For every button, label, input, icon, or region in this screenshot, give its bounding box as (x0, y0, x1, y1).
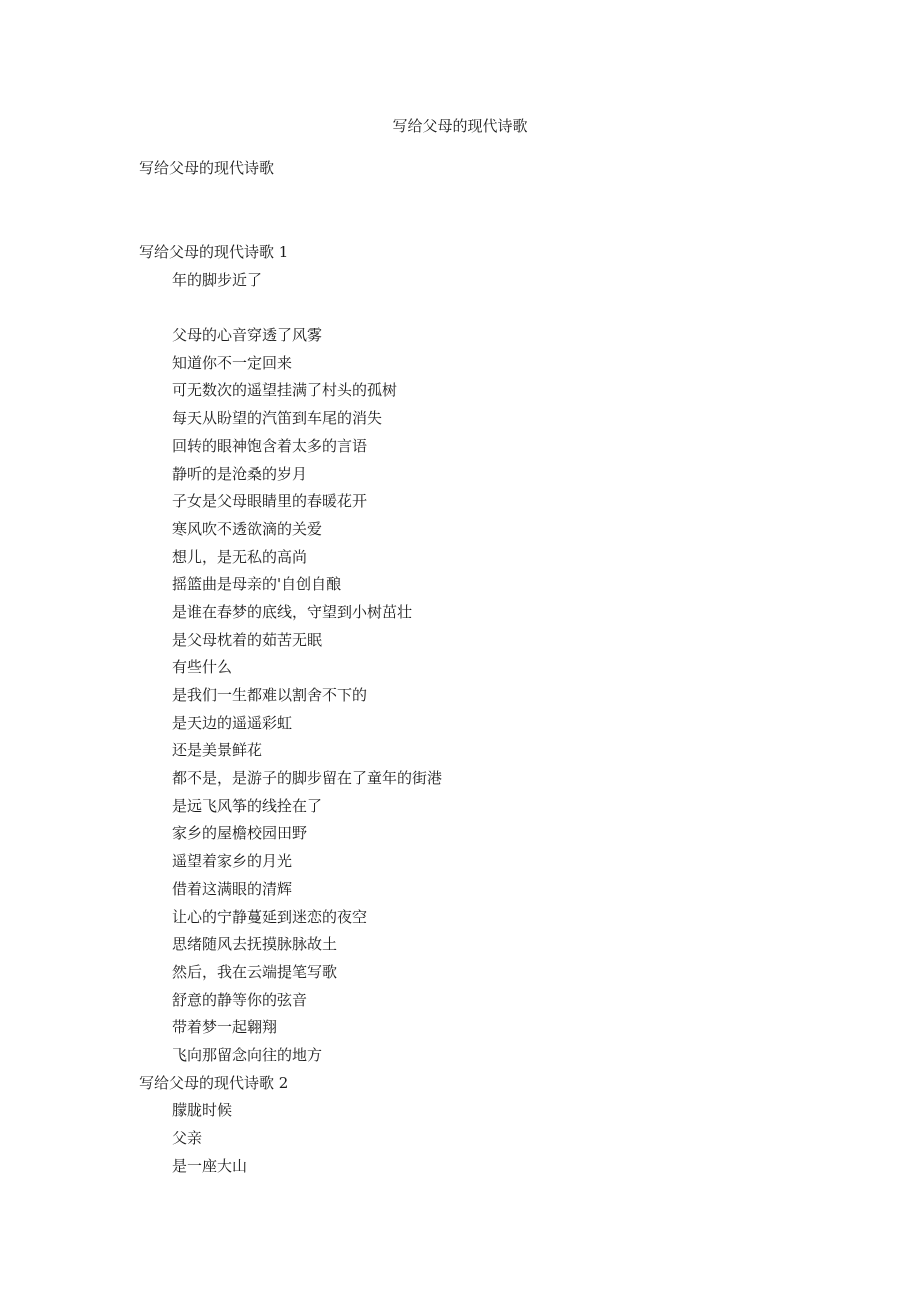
poem-line: 遥望着家乡的月光 (172, 852, 293, 871)
poem-line: 有些什么 (172, 658, 233, 677)
poem-line: 想儿，是无私的高尚 (172, 547, 308, 566)
poem-line: 家乡的屋檐校园田野 (172, 824, 308, 843)
poem-line: 是谁在春梦的底线，守望到小树茁壮 (172, 602, 413, 621)
poem-line: 是我们一生都难以割舍不下的 (172, 686, 368, 704)
poem-line: 父亲 (172, 1129, 203, 1147)
poem-1-heading: 写给父母的现代诗歌 1 (139, 243, 289, 261)
poem-1-intro-line: 年的脚步近了 (172, 270, 263, 289)
poem-line: 借着这满眼的清辉 (172, 879, 293, 898)
poem-line: 知道你不一定回来 (172, 353, 293, 372)
poem-line: 可无数次的遥望挂满了村头的孤树 (172, 381, 398, 400)
poem-line: 父母的心音穿透了风雾 (172, 326, 323, 345)
poem-line: 还是美景鲜花 (172, 741, 263, 760)
poem-line: 寒风吹不透欲滴的关爱 (172, 519, 323, 538)
poem-line: 带着梦一起翱翔 (172, 1018, 278, 1037)
poem-line: 回转的眼神饱含着太多的言语 (172, 436, 368, 455)
poem-line: 让心的宁静蔓延到迷恋的夜空 (172, 907, 368, 926)
poem-line: 是一座大山 (172, 1156, 248, 1175)
poem-line: 每天从盼望的汽笛到车尾的消失 (172, 409, 383, 428)
poem-line: 都不是，是游子的脚步留在了童年的街港 (172, 769, 443, 788)
document-title: 写给父母的现代诗歌 (392, 117, 528, 135)
poem-line: 是父母枕着的茹苦无眠 (172, 630, 323, 649)
poem-line: 摇篮曲是母亲的'自创自酿 (172, 575, 342, 594)
poem-line: 静听的是沧桑的岁月 (172, 464, 308, 483)
poem-line: 然后，我在云端提笔写歌 (172, 962, 338, 981)
poem-line: 舒意的静等你的弦音 (172, 990, 308, 1009)
poem-line: 朦胧时候 (172, 1101, 233, 1120)
poem-line: 子女是父母眼睛里的春暖花开 (172, 492, 368, 511)
poem-1-lines (139, 322, 839, 1070)
document-body (139, 239, 839, 1180)
poem-line: 思绪随风去抚摸脉脉故土 (172, 935, 338, 954)
poem-line: 是天边的遥遥彩虹 (172, 713, 293, 732)
poem-2-lines (139, 1097, 839, 1180)
poem-2-heading: 写给父母的现代诗歌 2 (139, 1073, 289, 1092)
poem-line: 飞向那留念向往的地方 (172, 1045, 323, 1064)
stanza-break (139, 294, 839, 322)
document-subtitle: 写给父母的现代诗歌 (139, 159, 275, 177)
poem-line: 是远飞风筝的线拴在了 (172, 796, 323, 815)
